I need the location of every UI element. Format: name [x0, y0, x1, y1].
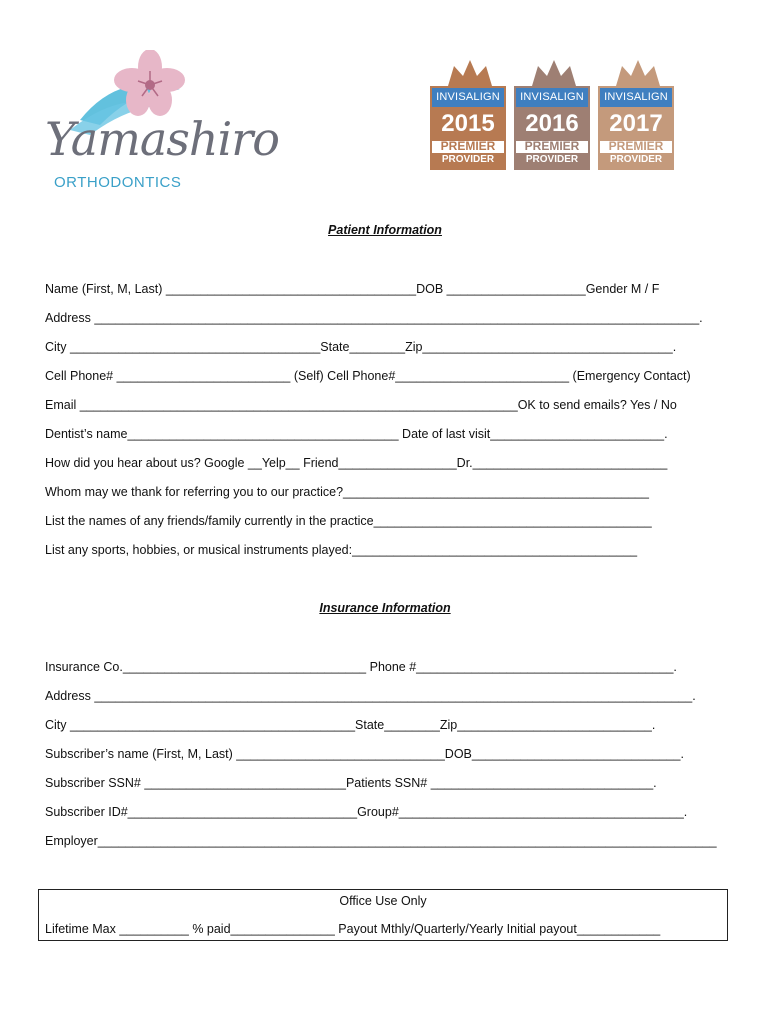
name-dob-gender-field[interactable]: Name (First, M, Last) ____________________________________DOB ____________________Gender M / F	[45, 282, 660, 296]
insurance-company-field[interactable]: Insurance Co.___________________________________ Phone #_____________________________________.	[45, 660, 677, 674]
office-use-title: Office Use Only	[339, 894, 427, 908]
friends-family-field[interactable]: List the names of any friends/family currently in the practice________________________________________	[45, 514, 652, 528]
city-state-zip-field[interactable]: City ____________________________________State________Zip____________________________________.	[45, 340, 677, 354]
badge-year: 2015	[441, 110, 495, 137]
badge-2016	[514, 60, 594, 176]
badge-brand: INVISALIGN	[432, 88, 504, 107]
hobbies-field[interactable]: List any sports, hobbies, or musical instruments played:_________________________________________	[45, 543, 638, 557]
office-payout-field[interactable]: Lifetime Max __________ % paid_______________ Payout Mthly/Quarterly/Yearly Initial payout____________	[45, 922, 661, 936]
email-field[interactable]: Email _______________________________________________________________OK to send emails? Yes / No	[45, 398, 677, 412]
logo-name: Yamashiro	[45, 112, 279, 166]
address-field[interactable]: Address _______________________________________________________________________________________.	[45, 311, 703, 325]
practice-logo	[40, 50, 279, 200]
crown-icon	[530, 60, 578, 88]
badge-2017	[598, 60, 678, 176]
badge-provider: PROVIDER	[609, 154, 663, 165]
patient-section-title: Patient Information	[328, 223, 442, 237]
badge-provider: PROVIDER	[525, 154, 579, 165]
crown-icon	[446, 60, 494, 88]
insurance-city-state-zip-field[interactable]: City _________________________________________State________Zip____________________________.	[45, 718, 656, 732]
badge-premier: PREMIER	[608, 139, 664, 153]
insurance-address-field[interactable]: Address ______________________________________________________________________________________.	[45, 689, 696, 703]
dentist-field[interactable]: Dentist’s name_______________________________________ Date of last visit_________________________.	[45, 427, 668, 441]
invisalign-badges	[430, 60, 678, 178]
badge-premier: PREMIER	[440, 139, 496, 153]
badge-brand: INVISALIGN	[600, 88, 672, 107]
badge-year: 2016	[525, 110, 579, 137]
insurance-section-title: Insurance Information	[319, 601, 451, 615]
crown-icon	[614, 60, 662, 88]
badge-provider: PROVIDER	[441, 154, 495, 165]
referral-source-field[interactable]: How did you hear about us? Google __Yelp__ Friend_________________Dr.____________________________	[45, 456, 668, 470]
subscriber-name-field[interactable]: Subscriber’s name (First, M, Last) ______________________________DOB______________________________.	[45, 747, 684, 761]
referrer-field[interactable]: Whom may we thank for referring you to our practice?____________________________________________	[45, 485, 649, 499]
logo-subtitle: ORTHODONTICS	[54, 174, 182, 191]
badge-2015	[430, 60, 510, 176]
badge-year: 2017	[609, 110, 663, 137]
ssn-field[interactable]: Subscriber SSN# _____________________________Patients SSN# ________________________________.	[45, 776, 657, 790]
subscriber-id-group-field[interactable]: Subscriber ID#_________________________________Group#_________________________________________.	[45, 805, 688, 819]
employer-field[interactable]: Employer_________________________________________________________________________________________	[45, 834, 717, 848]
badge-premier: PREMIER	[524, 139, 580, 153]
cell-phone-field[interactable]: Cell Phone# _________________________ (Self) Cell Phone#_________________________ (Emergency Contact)	[45, 369, 691, 383]
office-use-box	[38, 889, 728, 941]
badge-brand: INVISALIGN	[516, 88, 588, 107]
